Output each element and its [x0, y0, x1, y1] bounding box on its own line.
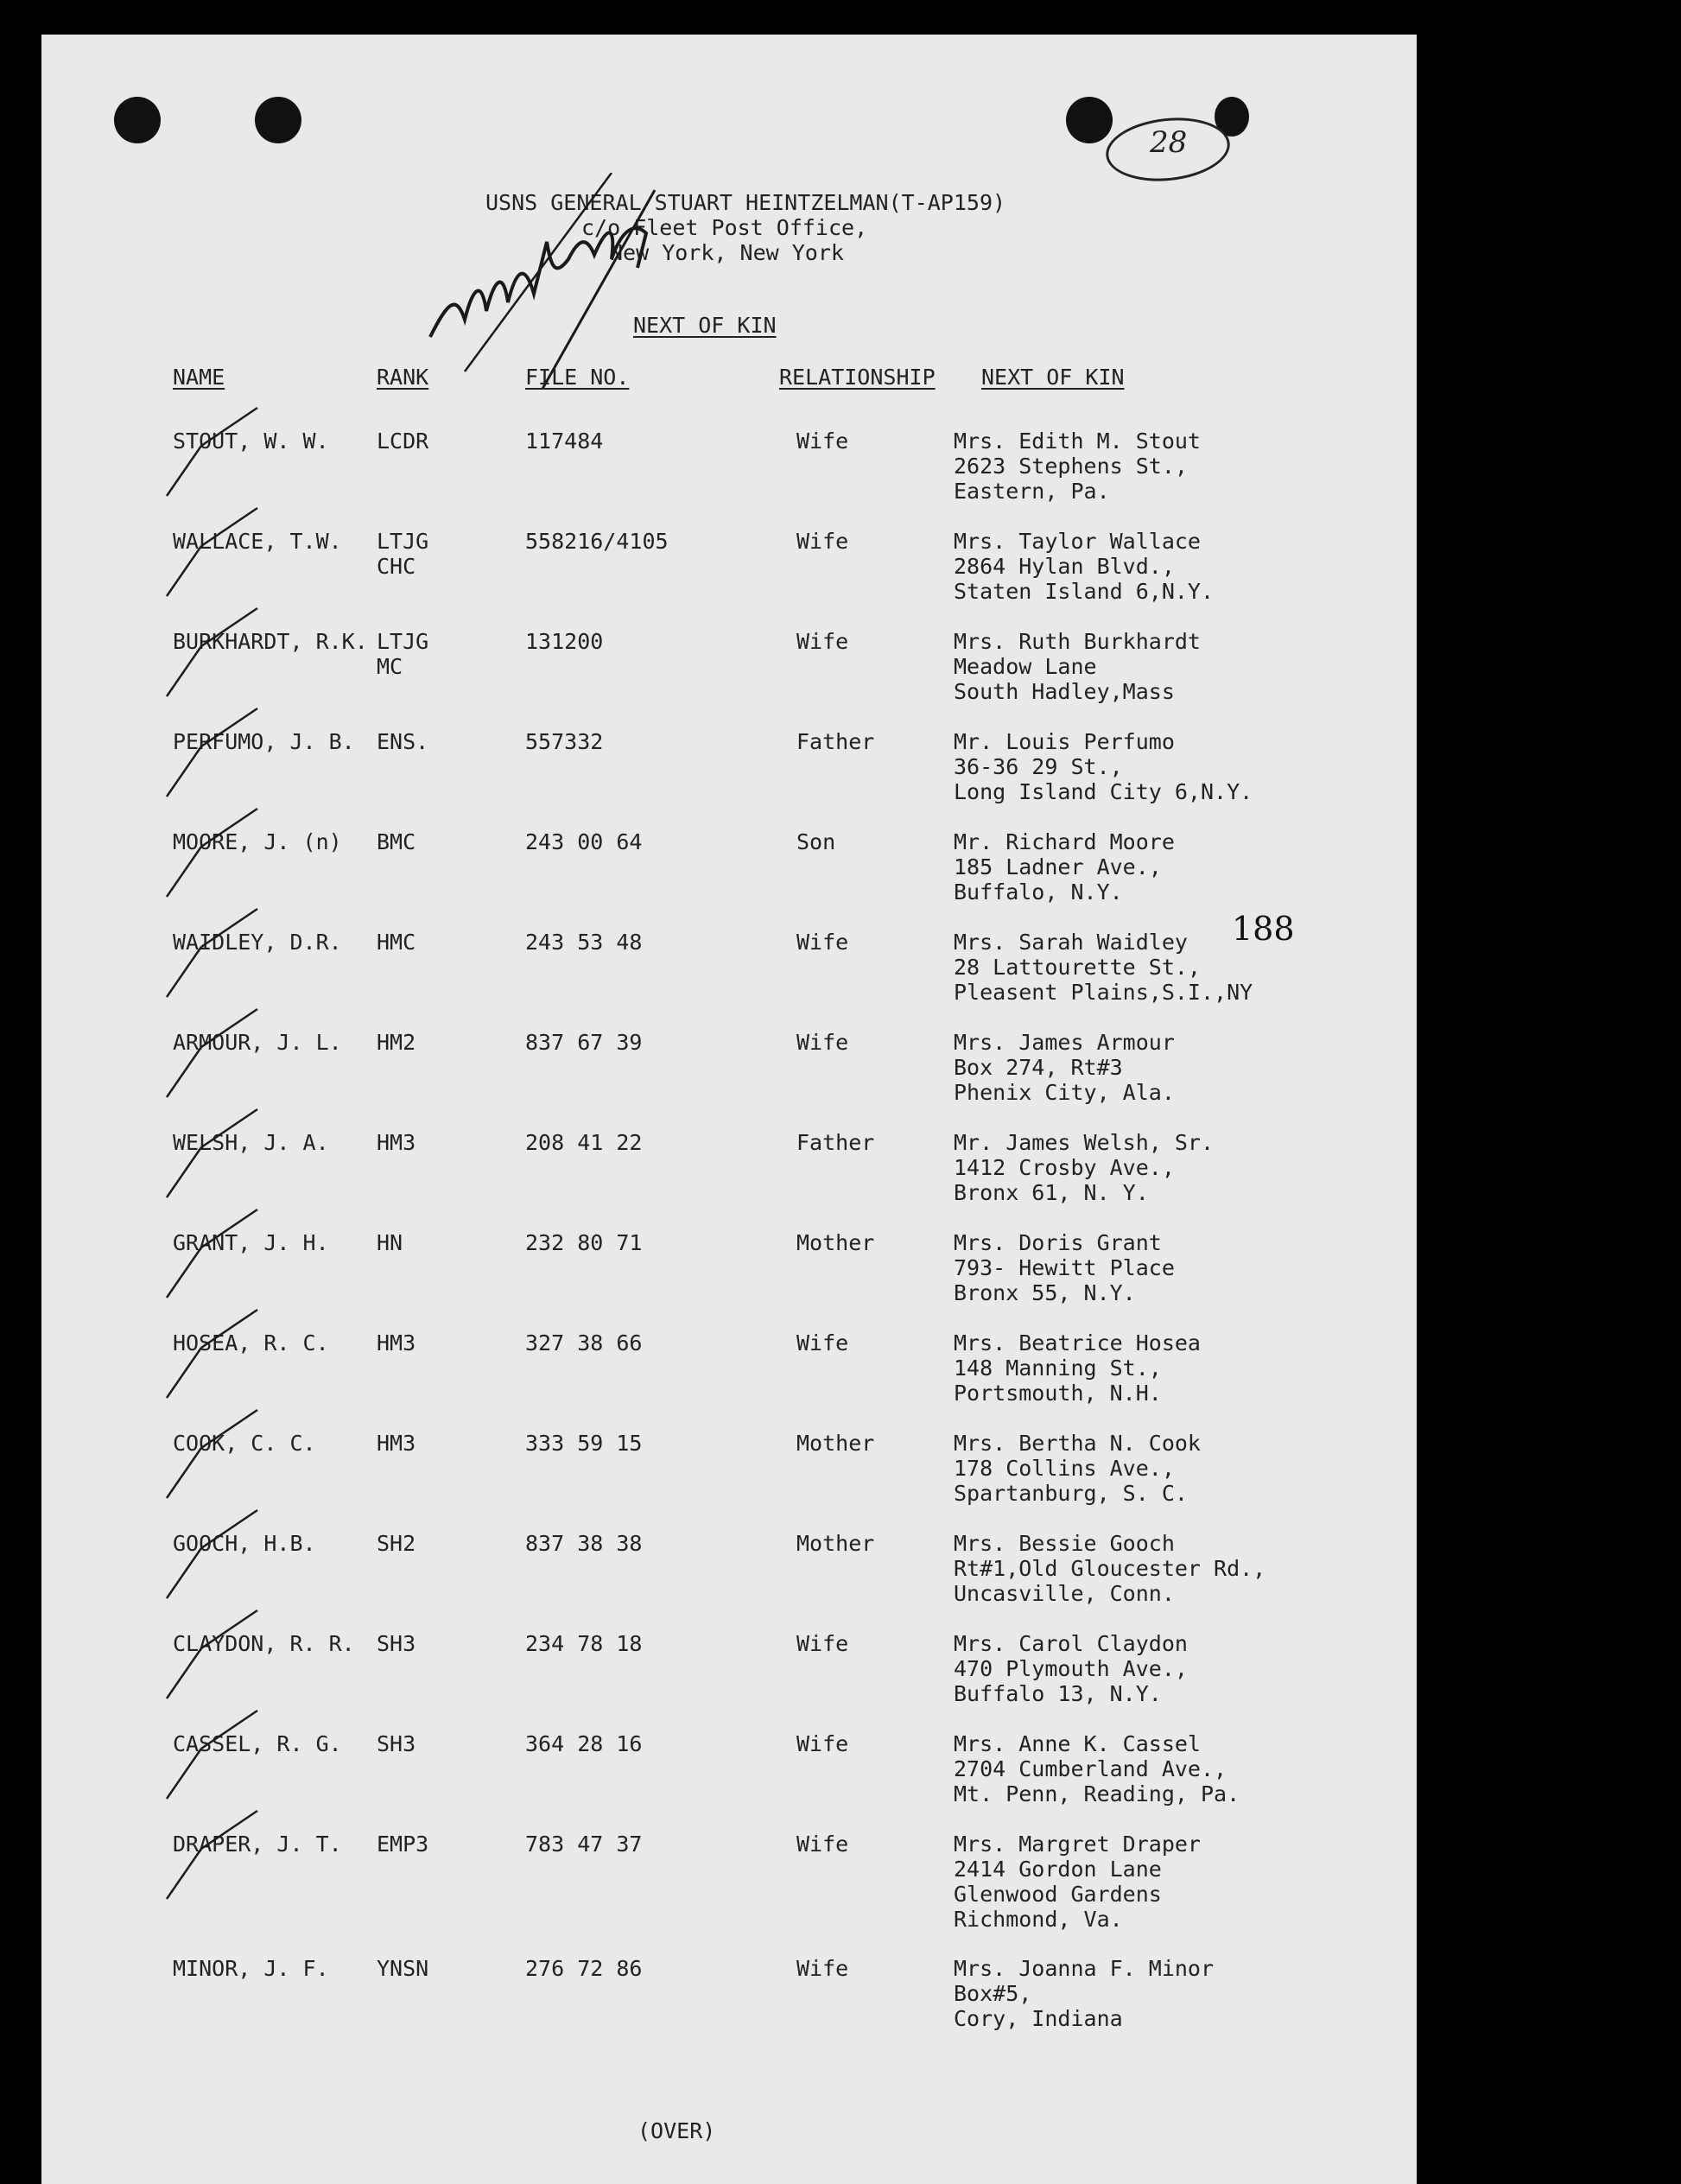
row-relationship: Mother [796, 1531, 875, 1556]
page-title: NEXT OF KIN [633, 313, 777, 338]
kin-line: Cory, Indiana [954, 2006, 1123, 2031]
check-mark [167, 1849, 201, 1899]
kin-line: Staten Island 6,N.Y. [954, 579, 1215, 604]
row-rank: SH3 [377, 1631, 416, 1656]
row-rank: LTJG CHC [377, 529, 429, 579]
kin-line: Mrs. Ruth Burkhardt [954, 629, 1201, 654]
row-file-no: 243 53 48 [525, 930, 643, 955]
row-rank: LCDR [377, 429, 429, 454]
check-mark [167, 646, 201, 696]
row-relationship: Father [796, 729, 875, 754]
row-relationship: Wife [796, 529, 849, 554]
row-rank: HM2 [377, 1030, 416, 1055]
kin-line: Glenwood Gardens [954, 1882, 1162, 1907]
row-name: MINOR, J. F. [173, 1956, 329, 1981]
check-mark-tail [201, 1209, 257, 1248]
side-number: 188 [1232, 910, 1295, 948]
row-name: GOOCH, H.B. [173, 1531, 316, 1556]
row-relationship: Wife [796, 1832, 849, 1857]
check-mark-tail [201, 1610, 257, 1648]
row-name: WAIDLEY, D.R. [173, 930, 342, 955]
kin-line: Mrs. Margret Draper [954, 1832, 1201, 1857]
col-header-next-of-kin: NEXT OF KIN [981, 365, 1125, 390]
kin-line: Uncasville, Conn. [954, 1581, 1175, 1606]
check-mark [167, 1047, 201, 1097]
kin-line: 178 Collins Ave., [954, 1456, 1175, 1481]
kin-line: Mr. James Welsh, Sr. [954, 1130, 1215, 1155]
row-relationship: Wife [796, 1330, 849, 1355]
kin-line: Box#5, [954, 1981, 1032, 2006]
check-mark-tail [201, 508, 257, 546]
kin-line: 793- Hewitt Place [954, 1255, 1175, 1280]
kin-line: 2414 Gordon Lane [954, 1857, 1162, 1882]
kin-line: Richmond, Va. [954, 1907, 1123, 1932]
row-rank: HM3 [377, 1431, 416, 1456]
row-name: COOK, C. C. [173, 1431, 316, 1456]
kin-line: Rt#1,Old Gloucester Rd., [954, 1556, 1266, 1581]
row-file-no: 234 78 18 [525, 1631, 643, 1656]
row-file-no: 558216/4105 [525, 529, 669, 554]
check-mark-tail [201, 809, 257, 847]
row-relationship: Wife [796, 1731, 849, 1756]
kin-line: 2864 Hylan Blvd., [954, 554, 1175, 579]
row-file-no: 837 67 39 [525, 1030, 643, 1055]
footer-over: (OVER) [638, 2118, 716, 2143]
kin-line: Mrs. Taylor Wallace [954, 529, 1201, 554]
check-mark [167, 1248, 201, 1298]
row-file-no: 333 59 15 [525, 1431, 643, 1456]
row-relationship: Wife [796, 429, 849, 454]
row-name: BURKHARDT, R.K. [173, 629, 368, 654]
row-file-no: 837 38 38 [525, 1531, 643, 1556]
check-mark-tail [201, 1811, 257, 1849]
row-rank: HM3 [377, 1130, 416, 1155]
row-name: STOUT, W. W. [173, 429, 329, 454]
kin-line: Box 274, Rt#3 [954, 1055, 1123, 1080]
row-rank: LTJG MC [377, 629, 429, 679]
kin-line: Mrs. Joanna F. Minor [954, 1956, 1215, 1981]
check-mark [167, 546, 201, 596]
row-relationship: Wife [796, 930, 849, 955]
row-file-no: 131200 [525, 629, 604, 654]
row-rank: HN [377, 1230, 403, 1255]
kin-line: Long Island City 6,N.Y. [954, 779, 1253, 804]
check-mark [167, 1348, 201, 1398]
row-name: WELSH, J. A. [173, 1130, 329, 1155]
check-mark [167, 1648, 201, 1698]
page-stamp-number: 28 [1150, 125, 1188, 160]
col-header-rank: RANK [377, 365, 429, 390]
kin-line: Mrs. Beatrice Hosea [954, 1330, 1201, 1355]
check-mark-tail [201, 608, 257, 646]
row-rank: HM3 [377, 1330, 416, 1355]
row-relationship: Mother [796, 1230, 875, 1255]
row-rank: SH2 [377, 1531, 416, 1556]
row-file-no: 364 28 16 [525, 1731, 643, 1756]
kin-line: Bronx 61, N. Y. [954, 1180, 1149, 1205]
row-relationship: Wife [796, 1956, 849, 1981]
row-relationship: Wife [796, 629, 849, 654]
document-page [41, 35, 1417, 2184]
check-mark-tail [201, 1711, 257, 1749]
check-mark [167, 446, 201, 496]
check-mark-tail [201, 1310, 257, 1348]
row-name: DRAPER, J. T. [173, 1832, 342, 1857]
row-relationship: Wife [796, 1631, 849, 1656]
kin-line: Mrs. James Armour [954, 1030, 1175, 1055]
kin-line: Eastern, Pa. [954, 479, 1110, 504]
check-mark [167, 947, 201, 997]
kin-line: South Hadley,Mass [954, 679, 1175, 704]
kin-line: Mr. Richard Moore [954, 829, 1175, 854]
kin-line: 1412 Crosby Ave., [954, 1155, 1175, 1180]
check-mark [167, 1749, 201, 1799]
kin-line: Pleasent Plains,S.I.,NY [954, 980, 1253, 1005]
row-rank: HMC [377, 930, 416, 955]
kin-line: 148 Manning St., [954, 1355, 1162, 1381]
row-file-no: 327 38 66 [525, 1330, 643, 1355]
kin-line: Mrs. Doris Grant [954, 1230, 1162, 1255]
kin-line: 2704 Cumberland Ave., [954, 1756, 1227, 1781]
kin-line: Phenix City, Ala. [954, 1080, 1175, 1105]
row-name: HOSEA, R. C. [173, 1330, 329, 1355]
check-mark-tail [201, 1410, 257, 1448]
kin-line: Mr. Louis Perfumo [954, 729, 1175, 754]
check-mark-tail [201, 1009, 257, 1047]
kin-line: Portsmouth, N.H. [954, 1381, 1162, 1406]
kin-line: Mrs. Bertha N. Cook [954, 1431, 1201, 1456]
kin-line: 185 Ladner Ave., [954, 854, 1162, 879]
row-name: WALLACE, T.W. [173, 529, 342, 554]
kin-line: 28 Lattourette St., [954, 955, 1201, 980]
header-line-1: USNS GENERAL STUART HEINTZELMAN(T-AP159) [485, 190, 1006, 215]
kin-line: Mrs. Carol Claydon [954, 1631, 1188, 1656]
kin-line: Meadow Lane [954, 654, 1097, 679]
header-line-2: c/o Fleet Post Office, [581, 215, 868, 240]
check-mark-tail [201, 408, 257, 446]
header-line-3: New York, New York [610, 240, 844, 265]
kin-line: 2623 Stephens St., [954, 454, 1188, 479]
row-relationship: Wife [796, 1030, 849, 1055]
row-file-no: 243 00 64 [525, 829, 643, 854]
row-file-no: 208 41 22 [525, 1130, 643, 1155]
row-rank: EMP3 [377, 1832, 429, 1857]
check-marks [41, 35, 1417, 2184]
col-header-file: FILE NO. [525, 365, 630, 390]
row-rank: ENS. [377, 729, 429, 754]
kin-line: Mrs. Edith M. Stout [954, 429, 1201, 454]
kin-line: Spartanburg, S. C. [954, 1481, 1188, 1506]
kin-line: Mrs. Sarah Waidley [954, 930, 1188, 955]
row-name: ARMOUR, J. L. [173, 1030, 342, 1055]
check-mark [167, 1448, 201, 1498]
row-rank: SH3 [377, 1731, 416, 1756]
row-file-no: 117484 [525, 429, 604, 454]
kin-line: Mrs. Anne K. Cassel [954, 1731, 1201, 1756]
row-relationship: Mother [796, 1431, 875, 1456]
kin-line: Buffalo, N.Y. [954, 879, 1123, 905]
check-mark-tail [201, 1510, 257, 1548]
row-relationship: Son [796, 829, 836, 854]
col-header-name: NAME [173, 365, 225, 390]
row-file-no: 276 72 86 [525, 1956, 643, 1981]
kin-line: Mrs. Bessie Gooch [954, 1531, 1175, 1556]
kin-line: Bronx 55, N.Y. [954, 1280, 1136, 1305]
row-name: CLAYDON, R. R. [173, 1631, 355, 1656]
row-rank: BMC [377, 829, 416, 854]
check-mark [167, 847, 201, 897]
kin-line: Buffalo 13, N.Y. [954, 1681, 1162, 1706]
kin-line: 470 Plymouth Ave., [954, 1656, 1188, 1681]
kin-line: Mt. Penn, Reading, Pa. [954, 1781, 1240, 1806]
row-name: GRANT, J. H. [173, 1230, 329, 1255]
row-relationship: Father [796, 1130, 875, 1155]
check-mark-tail [201, 909, 257, 947]
row-file-no: 232 80 71 [525, 1230, 643, 1255]
row-file-no: 557332 [525, 729, 604, 754]
check-mark [167, 1548, 201, 1598]
row-name: CASSEL, R. G. [173, 1731, 342, 1756]
col-header-relationship: RELATIONSHIP [779, 365, 936, 390]
check-mark [167, 746, 201, 797]
kin-line: 36-36 29 St., [954, 754, 1123, 779]
check-mark-tail [201, 708, 257, 746]
row-name: PERFUMO, J. B. [173, 729, 355, 754]
row-rank: YNSN [377, 1956, 429, 1981]
row-file-no: 783 47 37 [525, 1832, 643, 1857]
check-mark [167, 1147, 201, 1197]
row-name: MOORE, J. (n) [173, 829, 342, 854]
check-mark-tail [201, 1109, 257, 1147]
